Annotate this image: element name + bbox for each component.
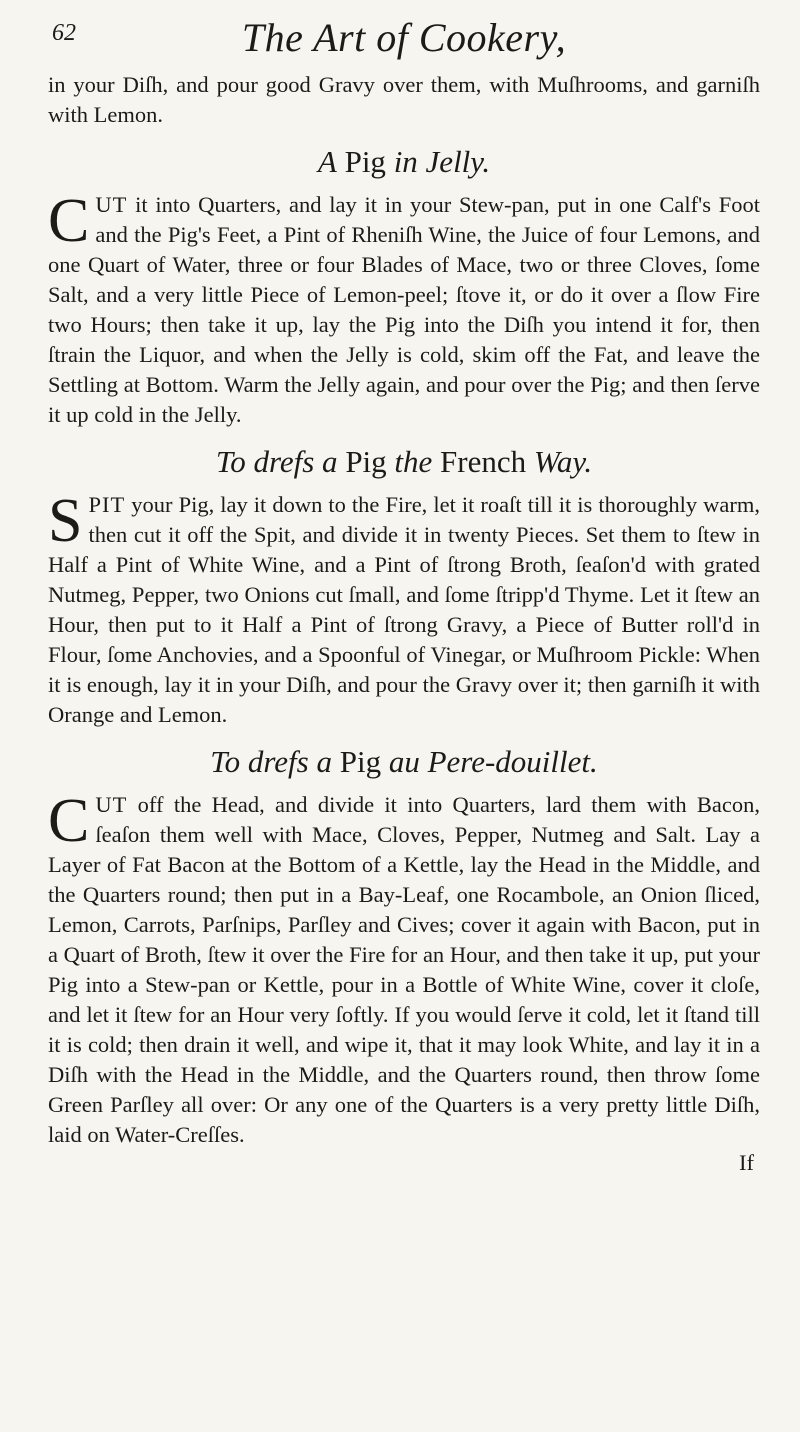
title-part: Pig (345, 444, 387, 479)
first-word: PIT (88, 492, 126, 517)
recipe-title (48, 744, 760, 780)
running-title: The Art of Cookery, (241, 15, 567, 60)
drop-cap: C (48, 187, 90, 255)
recipe-text: it into Quarters, and lay it in your Stew-pan, put in one Calf's Foot and the Pig's Feet, a Pint of Rheniſh Wine, the Juice of four Lemons, and one Quart of Water, three or four Blades of Mace, two or three Cloves, ſome Salt, and a very little Piece of Lemon-peel; ſtove it, or do it over a ſlow Fire two Hours; then take it up, lay the Pig into the Diſh you intend it for, then ſtrain the Liquor, and when the Jelly is cold, skim off the Fat, and leave the Settling at Bottom. Warm the Jelly again, and pour over the Pig; and then ſerve it up cold in the Jelly. (48, 192, 760, 427)
title-part: Pig (339, 744, 382, 779)
recipe-body (48, 487, 760, 730)
title-part: au Pere-douillet. (388, 744, 598, 779)
continued-paragraph: in your Diſh, and pour good Gravy over them, with Muſhrooms, and garniſh with Lemon. (48, 72, 760, 127)
recipe-pig-french-way (48, 444, 760, 730)
title-part: French (440, 444, 527, 479)
drop-cap: S (48, 487, 83, 555)
title-part: in Jelly. (393, 144, 491, 179)
recipe-text: off the Head, and divide it into Quarters, lard them with Bacon, ſeaſon them well with Mace, Cloves, Pepper, Nutmeg and Salt. Lay a Layer of Fat Bacon at the Bottom of a Kettle, lay the Head in the Middle, and the Quarters round; then put in a Bay-Leaf, one Rocambole, an Onion ſliced, Lemon, Carrots, Parſnips, Parſley and Cives; cover it again with Bacon, put in a Quart of Broth, ſtew it over the Fire for an Hour, and then take it up, put your Pig into a Stew-pan or Kettle, pour in a Bottle of White Wine, cover it cloſe, and let it ſtew for an Hour very ſoftly. If you would ſerve it cold, let it ſtand till it is cold; then drain it well, and wipe it, that it may look White, and lay it in a Diſh with the Head in the Middle, and the Quarters round, then throw ſome Green Parſley all over: Or any one of the Quarters is a very pretty little Diſh, laid on Water-Creſſes. (48, 792, 760, 1147)
drop-cap: C (48, 787, 90, 855)
recipe-body (48, 187, 760, 430)
recipe-text: your Pig, lay it down to the Fire, let it roaſt till it is thoroughly warm, then cut it off the Spit, and divide it in twenty Pieces. Set them to ſtew in Half a Pint of White Wine, and a Pint of ſtrong Broth, ſeaſon'd with grated Nutmeg, Pepper, two Onions cut ſmall, and ſome ſtripp'd Thyme. Let it ſtew an Hour, then put to it Half a Pint of ſtrong Gravy, a Piece of Butter roll'd in Flour, ſome Anchovies, and a Spoonful of Vinegar, or Muſhroom Pickle: When it is enough, lay it in your Diſh, and pour the Gravy over it; then garniſh it with Orange and Lemon. (48, 492, 760, 727)
page-number: 62 (52, 20, 76, 46)
title-part: Way. (533, 444, 593, 479)
recipe-pig-in-jelly (48, 144, 760, 430)
recipe-body (48, 787, 760, 1150)
title-part: Pig (344, 144, 386, 179)
recipe-title (48, 144, 760, 180)
recipe-title (48, 444, 760, 480)
page-header (48, 14, 760, 70)
catchword: If (739, 1150, 754, 1175)
title-part: To drefs a (215, 444, 338, 479)
title-part: A (317, 144, 337, 179)
first-word: UT (95, 192, 128, 217)
title-part: To drefs a (210, 744, 332, 779)
first-word: UT (95, 792, 128, 817)
recipe-pig-au-pere-douillet (48, 744, 760, 1150)
title-part: the (394, 444, 433, 479)
